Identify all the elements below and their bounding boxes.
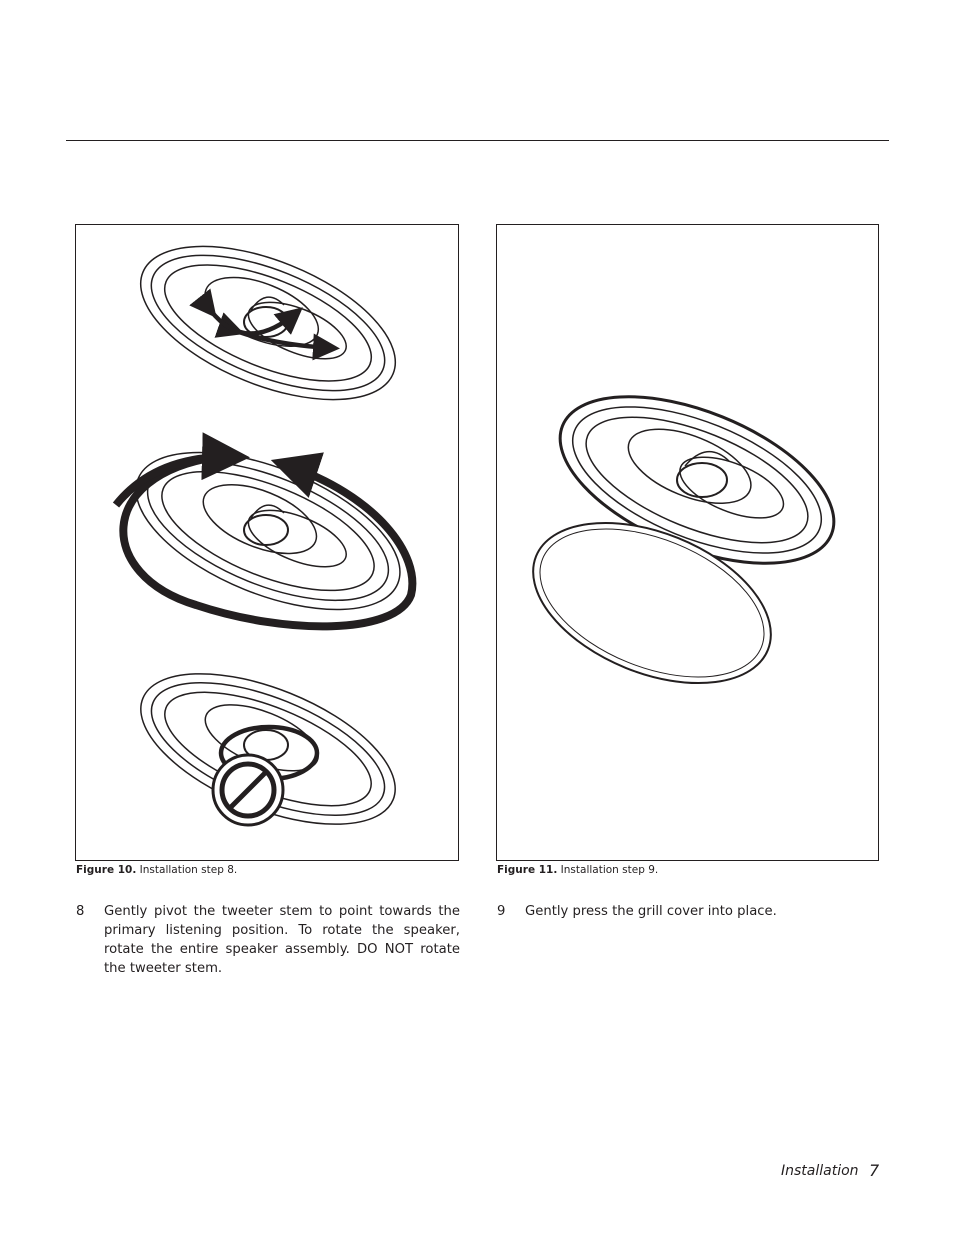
footer-section-title: Installation (781, 1163, 859, 1179)
step-8-text: Gently pivot the tweeter stem to point towards the primary listening position. To rotate the speaker, rotate the entire speaker assembly. DO NOT rotate the tweeter stem. (104, 904, 460, 976)
speaker-bottom (120, 643, 415, 855)
grill-cover-illustration (497, 225, 880, 862)
step-9-text: Gently press the grill cover into place. (525, 904, 777, 919)
figure-11-caption (497, 863, 658, 877)
speaker-rotation-illustration (76, 225, 460, 862)
figure-11-label: Figure 11. (497, 864, 558, 876)
figure-11-caption-text: Installation step 9. (560, 864, 659, 876)
speaker-middle (115, 420, 422, 642)
page-number: 7 (869, 1161, 880, 1180)
figure-10-label: Figure 10. (76, 864, 137, 876)
grill-cover (510, 491, 794, 714)
prohibited-icon (213, 755, 283, 825)
header-rule (66, 140, 889, 141)
step-8-number: 8 (76, 904, 85, 919)
figure-10-caption (76, 863, 237, 877)
figure-10-caption-text: Installation step 8. (139, 864, 238, 876)
figure-11-illustration (496, 224, 879, 861)
figure-10-illustration (75, 224, 459, 861)
step-9-number: 9 (497, 904, 506, 919)
